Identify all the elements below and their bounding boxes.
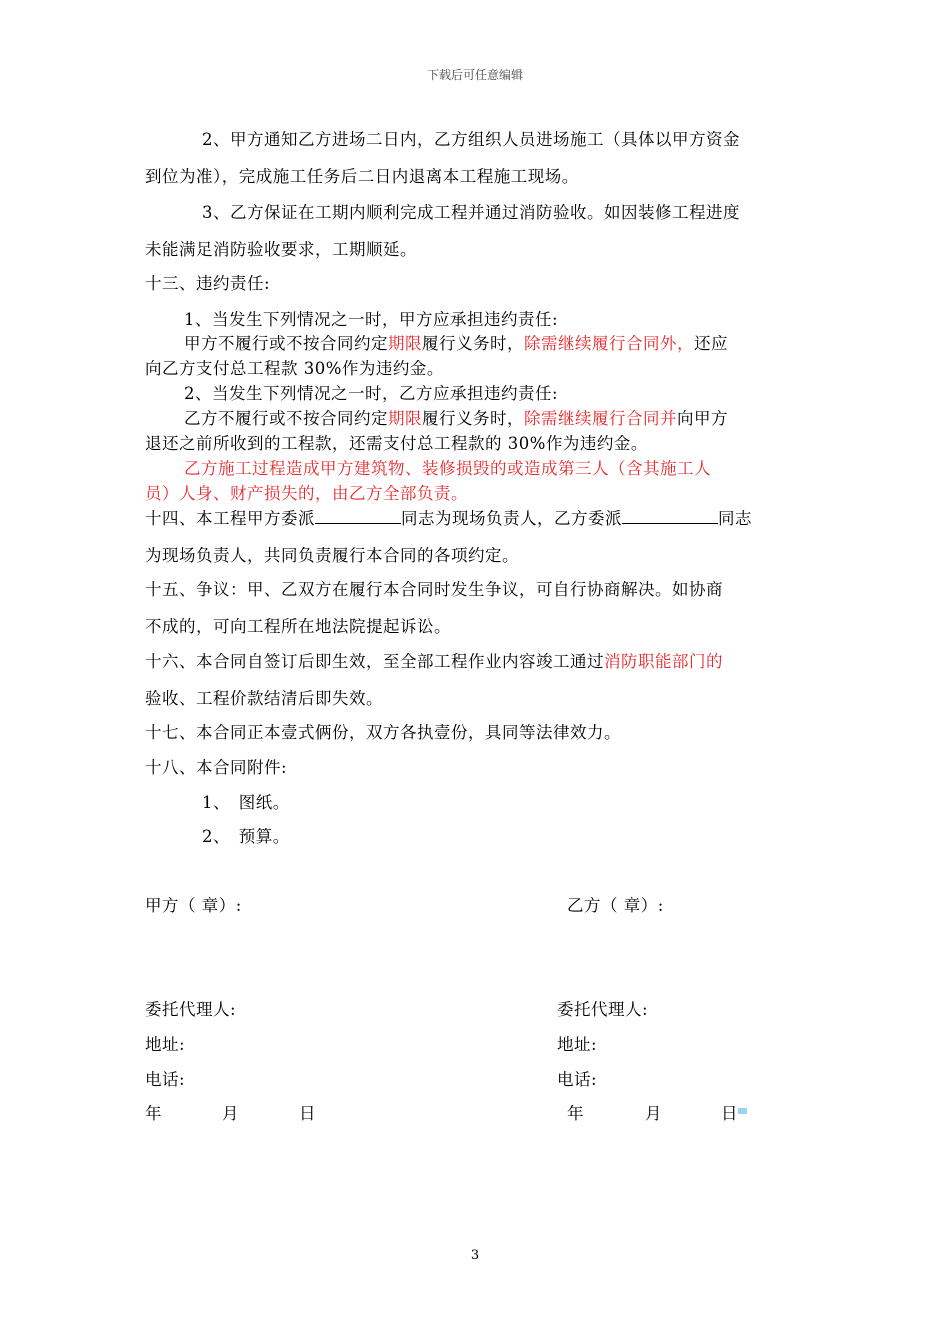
text-segment: 甲方不履行或不按合同约定 — [184, 334, 388, 353]
section-13-party-b-line-1 — [184, 405, 728, 429]
section-15-line-1: 十五、争议：甲、乙双方在履行本合同时发生争议，可自行协商解决。如协商 — [145, 580, 723, 599]
party-b-date-day: 日 — [721, 1104, 738, 1123]
party-b-date-month: 月 — [645, 1104, 662, 1123]
party-a-date-month: 月 — [222, 1104, 239, 1123]
section-13-party-a-title: 1、当发生下列情况之一时，甲方应承担违约责任: — [184, 310, 559, 329]
clause-3-line-2: 未能满足消防验收要求，工期顺延。 — [145, 240, 417, 259]
clause-2-line-2: 到位为准），完成施工任务后二日内退离本工程施工现场。 — [145, 167, 579, 186]
text-segment: 向甲方 — [677, 409, 728, 428]
party-b-agent-label: 委托代理人: — [557, 1000, 649, 1019]
party-a-date-year: 年 — [145, 1104, 162, 1123]
party-a-date-day: 日 — [299, 1104, 316, 1123]
text-segment: 乙方不履行或不按合同约定 — [184, 409, 388, 428]
party-a-representative-blank[interactable] — [315, 509, 401, 524]
party-a-address-label: 地址: — [145, 1035, 186, 1054]
attachment-item: 1、 图纸。 — [202, 793, 290, 812]
text-segment: 履行义务时， — [422, 334, 524, 353]
section-13-party-b-line-2: 退还之前所收到的工程款，还需支付总工程款的 30%作为违约金。 — [145, 434, 648, 453]
highlight-text: 期限 — [388, 334, 422, 353]
text-cursor-marker — [738, 1108, 747, 1114]
party-a-seal-label: 甲方（ 章）: — [145, 896, 242, 915]
text-segment: 同志为现场负责人，乙方委派 — [401, 509, 622, 528]
clause-3-line-1: 3、乙方保证在工期内顺利完成工程并通过消防验收。如因装修工程进度 — [202, 203, 740, 222]
text-segment: 同志 — [718, 509, 752, 528]
highlight-text: 除需继续履行合同外， — [524, 334, 694, 353]
attachment-item: 2、 预算。 — [202, 827, 290, 846]
page-header: 下载后可任意编辑 — [426, 68, 523, 82]
party-b-date-year: 年 — [567, 1104, 584, 1123]
party-b-seal-label: 乙方（ 章）: — [567, 896, 664, 915]
section-13-party-a-line-2: 向乙方支付总工程款 30%作为违约金。 — [145, 359, 444, 378]
text-segment: 十四、本工程甲方委派 — [145, 509, 315, 528]
highlight-text: 消防职能部门的 — [604, 652, 723, 671]
text-segment: 履行义务时， — [422, 409, 524, 428]
highlight-text: 除需继续履行合同并 — [524, 409, 677, 428]
section-13-damage-line-1: 乙方施工过程造成甲方建筑物、装修损毁的或造成第三人（含其施工人 — [184, 459, 711, 478]
text-segment: 十六、本合同自签订后即生效，至全部工程作业内容竣工通过 — [145, 652, 604, 671]
section-16-line-1 — [145, 648, 723, 672]
section-14-line-1 — [145, 505, 752, 529]
section-13-heading: 十三、违约责任: — [145, 274, 271, 293]
party-a-agent-label: 委托代理人: — [145, 1000, 237, 1019]
section-16-line-2: 验收、工程价款结清后即失效。 — [145, 689, 383, 708]
section-15-line-2: 不成的，可向工程所在地法院提起诉讼。 — [145, 617, 451, 636]
clause-2-line-1: 2、甲方通知乙方进场二日内，乙方组织人员进场施工（具体以甲方资金 — [202, 130, 740, 149]
page-number: 3 — [470, 1248, 480, 1263]
party-b-phone-label: 电话: — [557, 1070, 598, 1089]
section-18-heading: 十八、本合同附件: — [145, 758, 288, 777]
text-segment: 还应 — [694, 334, 728, 353]
party-b-address-label: 地址: — [557, 1035, 598, 1054]
section-17: 十七、本合同正本壹式俩份，双方各执壹份，具同等法律效力。 — [145, 723, 621, 742]
highlight-text: 期限 — [388, 409, 422, 428]
section-13-party-b-title: 2、当发生下列情况之一时，乙方应承担违约责任: — [184, 384, 559, 403]
section-13-damage-line-2: 员）人身、财产损失的，由乙方全部负责。 — [145, 484, 468, 503]
section-13-party-a-line-1 — [184, 330, 728, 354]
party-a-phone-label: 电话: — [145, 1070, 186, 1089]
party-b-representative-blank[interactable] — [622, 509, 718, 524]
section-14-line-2: 为现场负责人，共同负责履行本合同的各项约定。 — [145, 546, 519, 565]
